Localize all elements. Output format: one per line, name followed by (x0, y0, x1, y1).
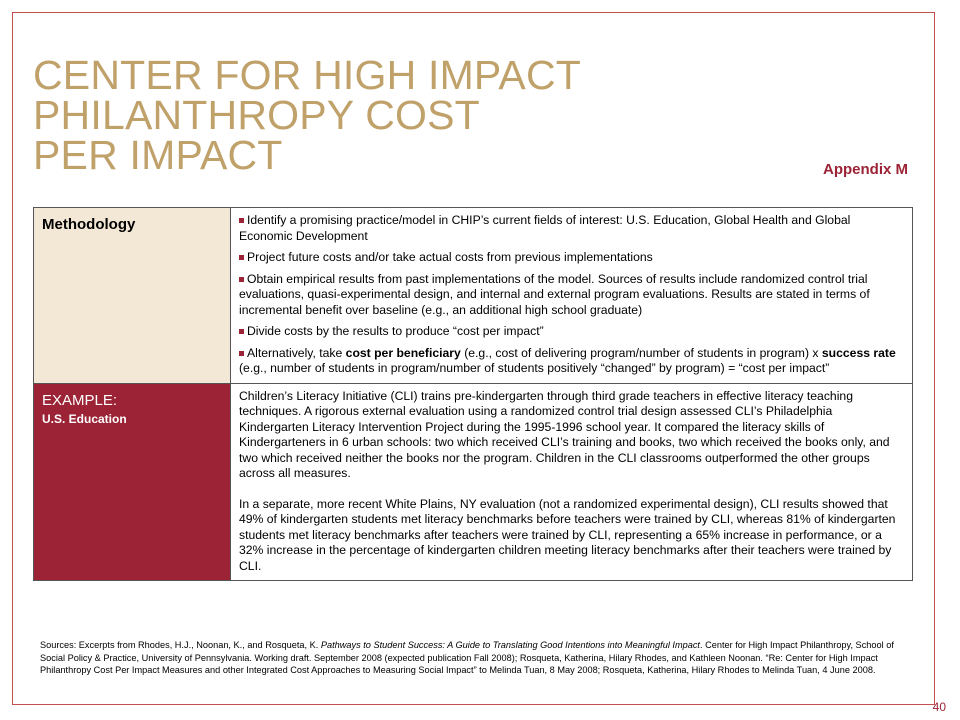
bullet-square-icon (239, 329, 244, 334)
bullet-item (239, 324, 904, 340)
sources-book-title: Pathways to Student Success: A Guide to Translating Good Intentions into Meaningful Impact (320, 640, 700, 650)
bold-term-success-rate: success rate (821, 345, 896, 360)
bullet-square-icon (239, 277, 244, 282)
page-title (33, 52, 733, 178)
methodology-bullets (239, 213, 904, 377)
bullet-text: Identify a promising practice/model in CHIP’s current fields of interest: U.S. Education, Global Health and Global Economic Development (239, 213, 851, 243)
bullet-item (239, 250, 904, 266)
example-paragraph-2: In a separate, more recent White Plains, NY evaluation (not a randomized experimental design), CLI results showed that 49% of kindergarten students met literacy benchmarks before teachers were trained by CLI, whereas 81% of kindergarten students met literacy benchmarks after teachers were trained by CLI, representing a 65% increase in performance, or a 32% increase in the percentage of kindergarten children meeting literacy benchmarks after their teachers were trained by CLI. (239, 496, 896, 573)
bullet-item (239, 346, 904, 377)
sources-prefix: Sources: Excerpts from Rhodes, H.J., Noonan, K., and Rosqueta, K. (40, 640, 321, 650)
example-label-cell (34, 383, 231, 581)
bullet-text: Alternatively, take (247, 345, 346, 360)
sources-suffix: . Center for High Impact Philanthropy, School of Social Policy & Practice, University of Pennsylvania. Working draft. September 2008 (expected publication Fall 2008); Rosqueta, Katherina, Hilary Rhodes, and Kathleen Noonan. “Re: Center for High Impact Philanthropy Cost Per Impact Measures and other Integrated Cost Approaches to Measuring Social Impact” to Melinda Tuan, 8 May 2008; Rosqueta, Katherina, Hilary Rhodes to Melinda Tuan, 4 June 2008. (40, 640, 894, 675)
bullet-item (239, 213, 904, 244)
methodology-label: Methodology (34, 208, 231, 384)
example-label: EXAMPLE: (42, 391, 118, 409)
bullet-square-icon (239, 255, 244, 260)
bullet-text: Project future costs and/or take actual costs from previous implementations (247, 250, 653, 264)
bullet-square-icon (239, 351, 244, 356)
title-line-1: CENTER FOR HIGH IMPACT (33, 52, 582, 98)
bullet-text: (e.g., number of students in program/number of students positively “changed” by program) = “cost per impact” (239, 361, 830, 375)
bullet-text: (e.g., cost of delivering program/number of students in program) x (460, 345, 822, 360)
example-content (231, 383, 913, 581)
bullet-square-icon (239, 218, 244, 223)
example-row (34, 383, 913, 581)
appendix-label: Appendix M (823, 161, 908, 178)
bold-term-cost-per-beneficiary: cost per beneficiary (345, 345, 461, 360)
page-number: 40 (932, 700, 946, 714)
methodology-row (34, 208, 913, 384)
bullet-item (239, 272, 904, 319)
bullet-text: Obtain empirical results from past implementations of the model. Sources of results include randomized control trial evaluations, quasi-experimental design, and internal and external program evaluations. Results are stated in terms of incremental benefit over baseline (e.g., an additional high school graduate) (239, 271, 870, 317)
title-line-2: PHILANTHROPY COST (33, 92, 480, 138)
sources-footnote (40, 639, 910, 677)
methodology-table (33, 207, 913, 581)
bullet-text: Divide costs by the results to produce “cost per impact” (247, 324, 544, 338)
methodology-content (231, 208, 913, 384)
title-line-3: PER IMPACT (33, 132, 283, 178)
example-sublabel: U.S. Education (42, 411, 127, 426)
example-paragraph-1: Children’s Literacy Initiative (CLI) trains pre-kindergarten through third grade teachers in effective literacy teaching techniques. A rigorous external evaluation using a randomized control trial design assessed CLI’s Philadelphia Kindergarten Literacy Intervention Project during the 1995-1996 school year. It compared the literacy skills of Kindergarteners in 6 urban schools: two which received CLI’s training and books, two which received the books only, and two which received neither the books nor the program. Children in the CLI classrooms outperformed the other groups across all measures. (239, 388, 890, 480)
